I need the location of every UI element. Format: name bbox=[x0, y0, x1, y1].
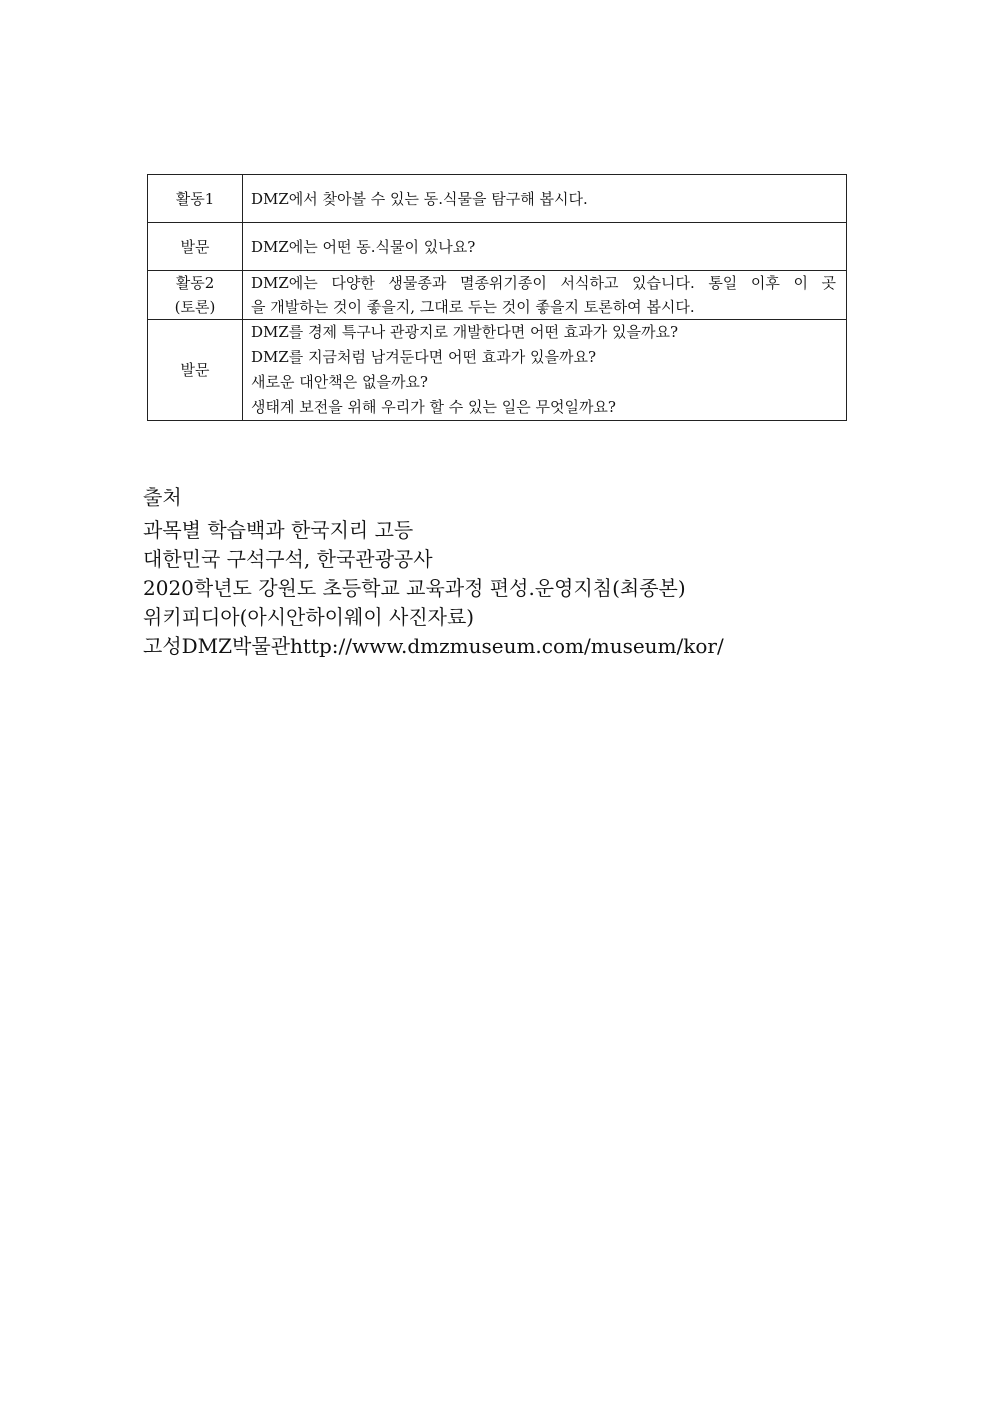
source-item: 과목별 학습백과 한국지리 고등 bbox=[143, 518, 414, 542]
question-line: DMZ를 경제 특구나 관광지로 개발한다면 어떤 효과가 있을까요? bbox=[251, 323, 678, 341]
source-item: 대한민국 구석구석, 한국관광공사 bbox=[143, 547, 433, 571]
sources-heading: 출처 bbox=[143, 485, 182, 509]
source-item-museum-link: 고성DMZ박물관http://www.dmzmuseum.com/museum/kor/ bbox=[143, 634, 724, 658]
table-row-activity-2 bbox=[148, 271, 847, 320]
source-item: 2020학년도 강원도 초등학교 교육과정 편성.운영지침(최종본) bbox=[143, 576, 686, 600]
row-label-activity-1 bbox=[148, 175, 243, 223]
row-label-question-2 bbox=[148, 320, 243, 421]
row-content-activity-2 bbox=[243, 271, 847, 320]
question-line: DMZ를 지금처럼 남겨둔다면 어떤 효과가 있을까요? bbox=[251, 348, 597, 366]
source-item: 위키피디아(아시안하이웨이 사진자료) bbox=[143, 605, 475, 629]
activity-table bbox=[147, 174, 847, 421]
label-line: 활동2 bbox=[175, 274, 215, 292]
row-content-question-1 bbox=[243, 223, 847, 271]
content-line: 을 개발하는 것이 좋을지, 그대로 두는 것이 좋을지 토론하여 봅시다. bbox=[251, 298, 695, 316]
label-line: 발문 bbox=[180, 237, 210, 256]
row-label-question-1 bbox=[148, 223, 243, 271]
content-line: DMZ에는 다양한 생물종과 멸종위기종이 서식하고 있습니다. 통일 이후 이 곳 bbox=[251, 274, 836, 292]
table-row-activity-1 bbox=[148, 175, 847, 223]
row-content-activity-1 bbox=[243, 175, 847, 223]
row-label-activity-2 bbox=[148, 271, 243, 320]
question-line: 생태계 보전을 위해 우리가 할 수 있는 일은 무엇일까요? bbox=[251, 398, 616, 416]
row-content-question-2 bbox=[243, 320, 847, 421]
label-line: (토론) bbox=[174, 298, 216, 316]
label-line: 발문 bbox=[180, 360, 210, 379]
content-line: DMZ에서 찾아볼 수 있는 동.식물을 탐구해 봅시다. bbox=[251, 189, 588, 208]
content-line: DMZ에는 어떤 동.식물이 있나요? bbox=[251, 237, 476, 256]
label-line: 활동1 bbox=[175, 189, 215, 208]
table-row-question-2 bbox=[148, 320, 847, 421]
table-row-question-1 bbox=[148, 223, 847, 271]
sources-section bbox=[143, 483, 843, 661]
question-line: 새로운 대안책은 없을까요? bbox=[251, 373, 428, 391]
